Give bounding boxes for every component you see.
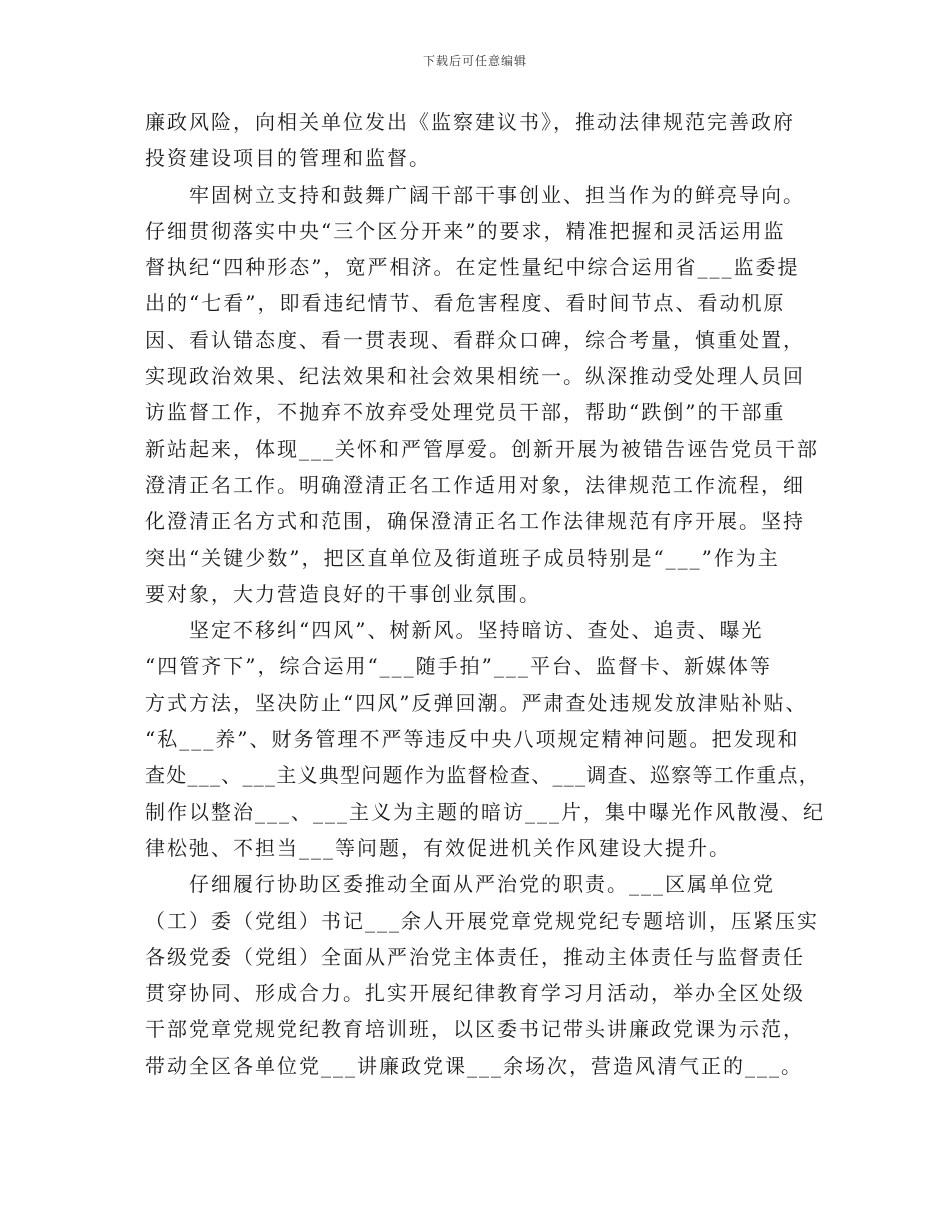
text-line: “私___养”、财务管理不严等违反中央八项规定精神问题。把发现和	[145, 727, 800, 752]
text-line: 督执纪“四种形态”，宽严相济。在定性量纪中综合运用省___监委提	[145, 255, 800, 280]
paragraph-3	[145, 612, 825, 866]
text-line: 因、看认错态度、看一贯表现、看群众口碑，综合考量，慎重处置，	[145, 327, 805, 352]
text-line: 牢固树立支持和鼓舞广阔干部干事创业、担当作为的鲜亮导向。	[189, 182, 805, 207]
text-line: 查处___、___主义典型问题作为监督检查、___调查、巡察等工作重点，	[145, 763, 820, 788]
text-line: 带动全区各单位党___讲廉政党课___余场次，营造风清气正的___。	[145, 1053, 803, 1078]
text-line: 访监督工作，不抛弃不放弃受处理党员干部，帮助“跌倒”的干部重	[145, 400, 786, 425]
text-line: 各级党委（党组）全面从严治党主体责任，推动主体责任与监督责任	[145, 944, 805, 969]
text-line: 贯穿协同、形成合力。扎实开展纪律教育学习月活动，举办全区处级	[145, 981, 805, 1006]
text-line: 出的“七看”，即看违纪情节、看危害程度、看时间节点、看动机原	[145, 291, 786, 316]
text-line: 化澄清正名方式和范围，确保澄清正名工作法律规范有序开展。坚持	[145, 509, 805, 534]
text-line: 实现政治效果、纪法效果和社会效果相统一。纵深推动受处理人员回	[145, 364, 805, 389]
text-line: 律松弛、不担当___等问题，有效促进机关作风建设大提升。	[145, 835, 731, 860]
text-line: 廉政风险，向相关单位发出《监察建议书》，推动法律规范完善政府	[145, 110, 795, 134]
document-body	[145, 104, 825, 1084]
text-line: 仔细贯彻落实中央“三个区分开来”的要求，精准把握和灵活运用监	[145, 218, 786, 243]
text-line: “四管齐下”，综合运用“___随手拍”___平台、监督卡、新媒体等	[145, 654, 772, 679]
text-line: 干部党章党规党纪教育培训班，以区委书记带头讲廉政党课为示范，	[145, 1017, 805, 1042]
text-line: 制作以整治___、___主义为主题的暗访___片，集中曝光作风散漫、纪	[145, 799, 825, 824]
paragraph-2	[145, 177, 825, 613]
text-line: 坚定不移纠“四风”、树新风。坚持暗访、查处、追责、曝光	[189, 618, 764, 643]
text-line: 方式方法，坚决防止“四风”反弹回潮。严肃查处违规发放津贴补贴、	[145, 690, 808, 715]
text-line: 要对象，大力营造良好的干事创业氛围。	[145, 581, 541, 606]
page-header-note: 下载后可任意编辑	[422, 54, 527, 68]
paragraph-4	[145, 866, 825, 1084]
text-line: （工）委（党组）书记___余人开展党章党规党纪专题培训，压紧压实	[145, 908, 819, 933]
paragraph-1	[145, 104, 825, 177]
text-line: 澄清正名工作。明确澄清正名工作适用对象，法律规范工作流程，细	[145, 472, 805, 497]
text-line: 突出“关键少数”，把区直单位及街道班子成员特别是“___”作为主	[145, 545, 780, 570]
text-line: 投资建设项目的管理和监督。	[145, 146, 431, 171]
text-line: 仔细履行协助区委推动全面从严治党的职责。___区属单位党	[189, 872, 775, 897]
text-line: 新站起来，体现___关怀和严管厚爱。创新开展为被错告诬告党员干部	[145, 436, 819, 461]
